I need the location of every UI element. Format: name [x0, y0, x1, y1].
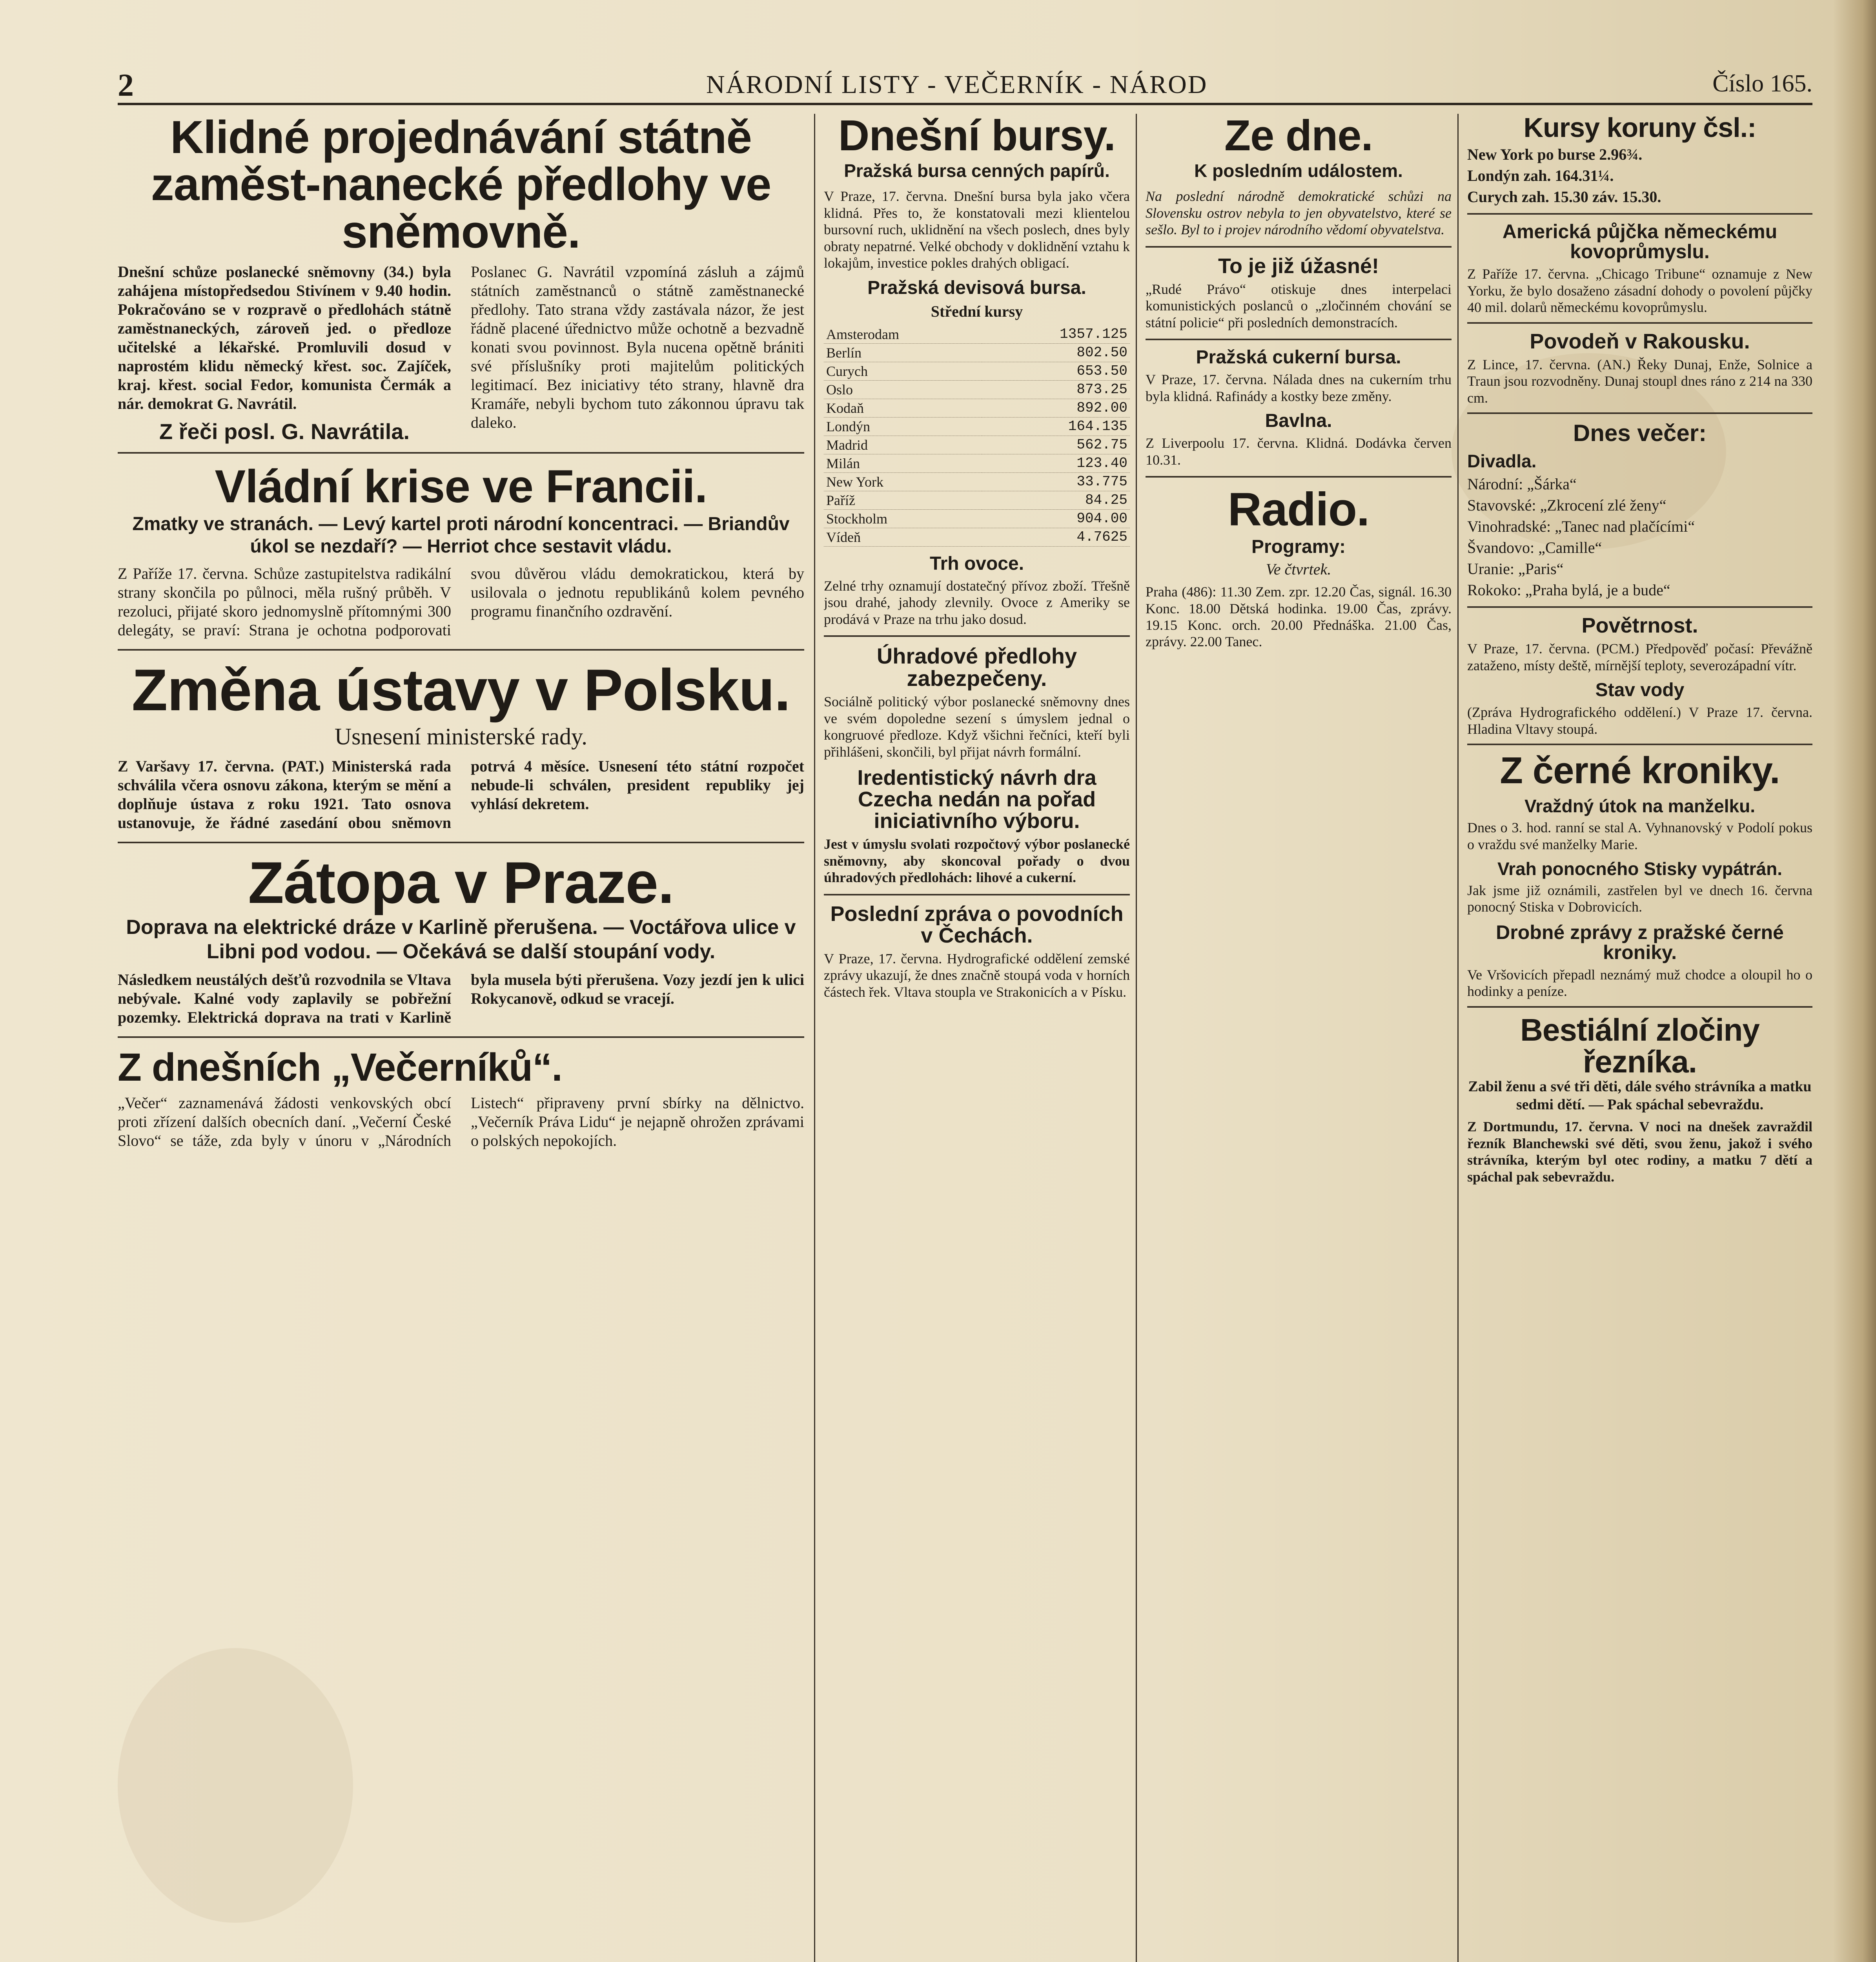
article-text: Z Paříže 17. června. „Chicago Tribune“ oznamuje z New Yorku, že bylo dosaženo zásadní dohody o povolení půjčky 40 mil. dolarů německému kovoprůmyslu.	[1467, 266, 1812, 315]
rate-city: Londýn	[824, 417, 982, 436]
article-text: Ve Vršovicích přepadl neznámý muž chodce a oloupil ho o hodinky a peníze.	[1467, 966, 1812, 999]
headline-reznik: Bestiální zločiny řezníka.	[1520, 1012, 1759, 1079]
rate-city: Curych	[824, 362, 982, 380]
article-text: „Rudé Právo“ otiskuje dnes interpelaci komunistických poslanců o „zločinném chování se státní policie“ při posledních demonstracích.	[1146, 281, 1452, 330]
subheadline: Programy:	[1251, 536, 1346, 558]
section-heading: Vrah ponocného Stisky vypátrán.	[1497, 859, 1782, 879]
rate-row	[824, 325, 1130, 344]
article-body	[118, 564, 804, 640]
section-heading: Poslední zpráva o povodních v Čechách.	[830, 902, 1124, 947]
rate-row	[824, 509, 1130, 528]
article-body	[1467, 819, 1812, 853]
article-text: Jak jsme již oznámili, zastřelen byl ve dnech 16. června ponocný Stiska v Dobrovicích.	[1467, 882, 1812, 915]
section-heading: Povětrnost.	[1581, 614, 1698, 638]
section-heading: Divadla.	[1467, 451, 1537, 472]
rate-value: 164.135	[982, 417, 1130, 436]
article-body	[1467, 1118, 1812, 1185]
subheadline: Zabil ženu a své tři děti, dále svého strávníka a matku sedmi dětí. — Pak spáchal sebevraždu.	[1468, 1078, 1812, 1113]
article-text: Z Paříže 17. června. Schůze zastupitelstva radikální strany skončila po půlnoci, měla rušný průběh. V rezoluci, přijaté skoro jednomyslně přítomnými 300 delegáty, se praví: Strana je ochotna podporovati svou důvěrou vládu demokratickou, která by usilovala o jednotu republikánů kolem pevného programu finančního ozdravění.	[118, 564, 804, 639]
theatre-item: Uranie: „Paris“	[1467, 560, 1564, 578]
section-heading: Pražská cukerní bursa.	[1196, 347, 1401, 368]
rate-line: New York po burse 2.96¾.	[1467, 146, 1643, 164]
headline-zatopa: Zátopa v Praze.	[248, 849, 674, 915]
section-heading: Trh ovoce.	[929, 553, 1024, 574]
article-body	[118, 757, 804, 832]
rate-city: Oslo	[824, 380, 982, 399]
rate-value: 892.00	[982, 399, 1130, 417]
rate-value: 1357.125	[982, 325, 1130, 344]
column-rule	[814, 114, 815, 1962]
article-body	[1467, 882, 1812, 915]
rate-value: 904.00	[982, 509, 1130, 528]
headline-francie: Vládní krise ve Francii.	[215, 461, 707, 513]
column-2	[824, 114, 1130, 1962]
article-body	[1467, 704, 1812, 737]
article-text: Praha (486): 11.30 Zem. zpr. 12.20 Čas, signál. 16.30 Konc. 18.00 Dětská hodinka. 19.00 Čas, zprávy. 19.15 Konc. orch. 20.00 Přednáška. 21.00 Čas, zprávy. 22.00 Tanec.	[1146, 584, 1452, 650]
article-text: Z Lince, 17. června. (AN.) Řeky Dunaj, Enže, Solnice a Traun jsou rozvodněny. Dunaj stoupl dnes ráno z 214 na 330 cm.	[1467, 356, 1812, 406]
section-heading: Bavlna.	[1265, 410, 1332, 432]
article-text: Z Varšavy 17. června. (PAT.) Ministerská rada schválila včera osnovu zákona, kterým se mění a doplňuje ústava z roku 1921. Tato osnova ustanovuje, že řádné zasedání obou sněmovn potrvá 4 měsíce. Usnesení této státní rozpočet nebude-li schválen, president republiky jej vyhlásí dekretem.	[118, 757, 804, 831]
rate-city: Paříž	[824, 491, 982, 509]
rate-city: New York	[824, 472, 982, 491]
issue-number: Číslo 165.	[1712, 70, 1812, 97]
article-text: V Praze, 17. června. (PCM.) Předpověď počasí: Převážně zataženo, místy deště, mírnější teploty, severozápadní vítr.	[1467, 641, 1812, 673]
article-body	[824, 578, 1130, 627]
article-text: V Praze, 17. června. Hydrografické oddělení zemské zprávy ukazují, že dnes značně stoupá voda v horních částech řek. Vltava stoupla ve Strakonicích a v Písku.	[824, 950, 1130, 1000]
rate-value: 802.50	[982, 343, 1130, 362]
rate-row	[824, 436, 1130, 454]
article-body	[1146, 583, 1452, 650]
article-body	[1467, 966, 1812, 1000]
subheadline: Doprava na elektrické dráze v Karlině přerušena. — Voctářova ulice v Libni pod vodou. — Očekává se další stoupání vody.	[126, 915, 796, 963]
headline-polsko: Změna ústavy v Polsku.	[131, 656, 790, 723]
article-text: Jest v úmyslu svolati rozpočtový výbor poslanecké sněmovny, aby skoncoval pořady o dvou úhradových předlohách: lihové a cukerní.	[824, 836, 1130, 886]
article-body	[1146, 281, 1452, 331]
article-body	[1467, 356, 1812, 406]
rate-row	[824, 528, 1130, 546]
headline-bursy: Dnešní bursy.	[838, 114, 1116, 160]
rates-title: Střední kursy	[931, 302, 1023, 320]
section-heading: Iredentistický návrh dra Czecha nedán na pořad iniciativního výboru.	[857, 766, 1096, 833]
article-text: Poslanec G. Navrátil vzpomíná zásluh a zájmů státních zaměstnanců o státně zaměstnanecké předlohy. Tato strana vždy zastávala názor, že jest řádně placené úřednictvo může ochotně a bezvadně konati svou povinnost. Byla nucena opětně brániti své příslušníky proti majitelům politických legitimací. Bez iniciativy této strany, hlavně dra Kramáře, nebyli bychom tuto zákonnou úpravu tak daleko.	[471, 263, 804, 432]
article-body	[824, 188, 1130, 271]
column-rule	[1136, 114, 1137, 1962]
article-text: „Večer“ zaznamenává žádosti venkovských obcí proti zřízení dalších obecních daní. „Večerní České Slovo“ se táže, zda byly v únoru v „Národních Listech“ připraveny první sbírky na dělnictvo. „Večerník Práva Lidu“ je nejapně ohrožen zprávami o polských nepokojích.	[118, 1094, 804, 1149]
rate-value: 873.25	[982, 380, 1130, 399]
divider	[824, 635, 1130, 637]
theatre-item: Rokoko: „Praha bylá, je a bude“	[1467, 581, 1670, 599]
divider	[824, 894, 1130, 895]
rate-row	[824, 417, 1130, 436]
rate-city: Berlín	[824, 343, 982, 362]
column-rule	[1457, 114, 1459, 1962]
subheadline: Usnesení ministerské rady.	[334, 723, 588, 749]
theatre-list	[1467, 474, 1812, 600]
theatre-item: Stavovské: „Zkrocení zlé ženy“	[1467, 496, 1667, 514]
article-text: Z Liverpoolu 17. června. Klidná. Dodávka červen 10.31.	[1146, 435, 1452, 468]
rate-value: 33.775	[982, 472, 1130, 491]
section-heading: Vraždný útok na manželku.	[1524, 796, 1755, 817]
theatre-item: Švandovo: „Camille“	[1467, 539, 1602, 557]
article-body	[118, 970, 804, 1027]
section-heading: Dnes večer:	[1573, 420, 1707, 447]
rate-row	[824, 343, 1130, 362]
divider	[1467, 1006, 1812, 1008]
section-heading: To je již úžasné!	[1218, 254, 1379, 278]
rate-row	[824, 454, 1130, 472]
article-lead: Dnešní schůze poslanecké sněmovny (34.) byla zahájena místopředsedou Stivínem v 9.40 hodin. Pokračováno se v rozpravě o předlohách státně zaměstnaneckých, zároveň jed. o předloze učitelské a lékařské. Promluvili dosud v naprostém klidu německý křest. soc. Zajíček, kraj. křest. social Fedor, komunista Čermák a nár. demokrat G. Navrátil.	[118, 263, 451, 413]
rate-line: Londýn zah. 164.31¼.	[1467, 167, 1614, 185]
section-heading: Úhradové předlohy zabezpečeny.	[876, 644, 1077, 691]
headline-radio: Radio.	[1228, 483, 1370, 536]
koruna-rates	[1467, 145, 1812, 207]
subheadline: K posledním událostem.	[1194, 160, 1403, 181]
divider	[1146, 339, 1452, 340]
page-edge-shadow	[1833, 0, 1876, 1962]
rate-row	[824, 399, 1130, 417]
rate-row	[824, 472, 1130, 491]
article-body	[1146, 371, 1452, 405]
article-body	[1146, 435, 1452, 468]
divider	[118, 649, 804, 651]
article-body	[824, 836, 1130, 886]
divider	[118, 1036, 804, 1038]
headline-kursy: Kursy koruny čsl.:	[1523, 114, 1756, 143]
column-4	[1467, 114, 1812, 1962]
article-text: Dnes o 3. hod. ranní se stal A. Vyhnanovský v Podolí pokus o vraždu své manželky Marie.	[1467, 820, 1812, 852]
rate-value: 4.7625	[982, 528, 1130, 546]
article-text: V Praze, 17. června. Dnešní bursa byla jako včera klidná. Přes to, že konstatovali mezi klientelou bursovní ruch, uklidnění na všech poslech, dnes byly obraty nepatrné. Velké obchody v doklidnění vztahu k lokajům, investice pokles drahých obligací.	[824, 188, 1130, 271]
currency-rates-table	[824, 325, 1130, 547]
header-rule	[118, 103, 1812, 105]
divider	[1146, 246, 1452, 248]
rate-city: Stockholm	[824, 509, 982, 528]
divider	[1467, 322, 1812, 324]
page-number: 2	[118, 67, 134, 103]
headline-cerna-kronika: Z černé kroniky.	[1500, 749, 1780, 792]
rate-value: 84.25	[982, 491, 1130, 509]
article-text: Z Dortmundu, 17. června. V noci na dnešek zavraždil řezník Blanchewski své děti, svou ženu, jakož i svého strávníka, kterým byl otec rodiny, a matku 7 dětí a spáchal pak sebevraždu.	[1467, 1119, 1812, 1185]
divider	[1146, 476, 1452, 478]
rate-value: 562.75	[982, 436, 1130, 454]
divider	[118, 452, 804, 454]
divider	[1467, 606, 1812, 608]
rate-row	[824, 380, 1130, 399]
divider	[1467, 412, 1812, 414]
rate-city: Milán	[824, 454, 982, 472]
column-3	[1146, 114, 1452, 1962]
subheadline: Pražská bursa cenných papírů.	[844, 160, 1110, 181]
divider	[118, 842, 804, 843]
newspaper-title: NÁRODNÍ LISTY - VEČERNÍK - NÁROD	[706, 70, 1208, 99]
section-heading: Pražská devisová bursa.	[867, 277, 1086, 298]
section-heading: Stav vody	[1595, 680, 1685, 701]
section-heading: Povodeň v Rakousku.	[1530, 329, 1750, 353]
section-heading: Americká půjčka německému kovoprůmyslu.	[1502, 221, 1778, 263]
rate-row	[824, 491, 1130, 509]
rate-city: Kodaň	[824, 399, 982, 417]
article-body	[1146, 188, 1452, 238]
article-body	[118, 1094, 804, 1152]
section-heading: Drobné zprávy z pražské černé kroniky.	[1496, 921, 1784, 963]
article-text: (Zpráva Hydrografického oddělení.) V Praze 17. června. Hladina Vltavy stoupá.	[1467, 704, 1812, 737]
headline-sneмovna: Klidné projednávání státně zaměst-nanecké předlohy ve sněmovně.	[151, 114, 771, 258]
headline-vecerniky: Z dnešních „Večerníků“.	[118, 1045, 562, 1089]
column-1	[118, 114, 804, 1962]
section-heading: Z řeči posl. G. Navrátila.	[159, 419, 410, 444]
page-header	[118, 67, 1812, 102]
rate-city: Amsterodam	[824, 325, 982, 344]
rate-city: Madrid	[824, 436, 982, 454]
divider	[1467, 744, 1812, 745]
article-body	[1467, 640, 1812, 674]
article-text: Zelné trhy oznamují dostatečný přívoz zboží. Třešně jsou drahé, jahody zlevnily. Ovoce z Ameriky se prodává v Praze na trhu jako dosud.	[824, 578, 1130, 627]
theatre-item: Vinohradské: „Tanec nad plačícími“	[1467, 518, 1695, 536]
rate-value: 653.50	[982, 362, 1130, 380]
article-text: V Praze, 17. června. Nálada dnes na cukerním trhu byla klidná. Rafinády a kostky beze změny.	[1146, 372, 1452, 404]
rate-value: 123.40	[982, 454, 1130, 472]
headline-ze-dne: Ze dne.	[1224, 114, 1373, 160]
theatre-item: Národní: „Šárka“	[1467, 475, 1577, 493]
article-text: Následkem neustálých dešťů rozvodnila se Vltava nebývale. Kalné vody zaplavily se pobřežní pozemky. Elektrická doprava na trati v Karlině byla musela býti přerušena. Vozy jezdí jen k ulici Rokycanově, odkud se vracejí.	[118, 970, 804, 1026]
article-body	[118, 263, 804, 443]
article-body	[1467, 266, 1812, 315]
article-text: Sociálně politický výbor poslanecké sněmovny dnes ve svém dopoledne sezení s úmyslem jednal o kongruové předloze. Když všichni řečníci, kteří byli přihlášeni, skončili, byl přijat návrh formální.	[824, 694, 1130, 760]
article-text: Na poslední národně demokratické schůzi na Slovensku ostrov nebyla to jen obyvatelstvo, které se sešlo. Byl to i projev národního vědomí obyvatelstva.	[1146, 188, 1452, 238]
divider	[1467, 213, 1812, 215]
rate-city: Vídeň	[824, 528, 982, 546]
rate-line: Curych zah. 15.30 záv. 15.30.	[1467, 188, 1661, 206]
rate-row	[824, 362, 1130, 380]
article-body	[824, 693, 1130, 760]
subheadline: Zmatky ve stranách. — Levý kartel proti národní koncentraci. — Briandův úkol se nezdaří? — Herriot chce sestavit vládu.	[132, 513, 790, 557]
article-body	[824, 950, 1130, 1000]
radio-day: Ve čtvrtek.	[1266, 560, 1331, 578]
